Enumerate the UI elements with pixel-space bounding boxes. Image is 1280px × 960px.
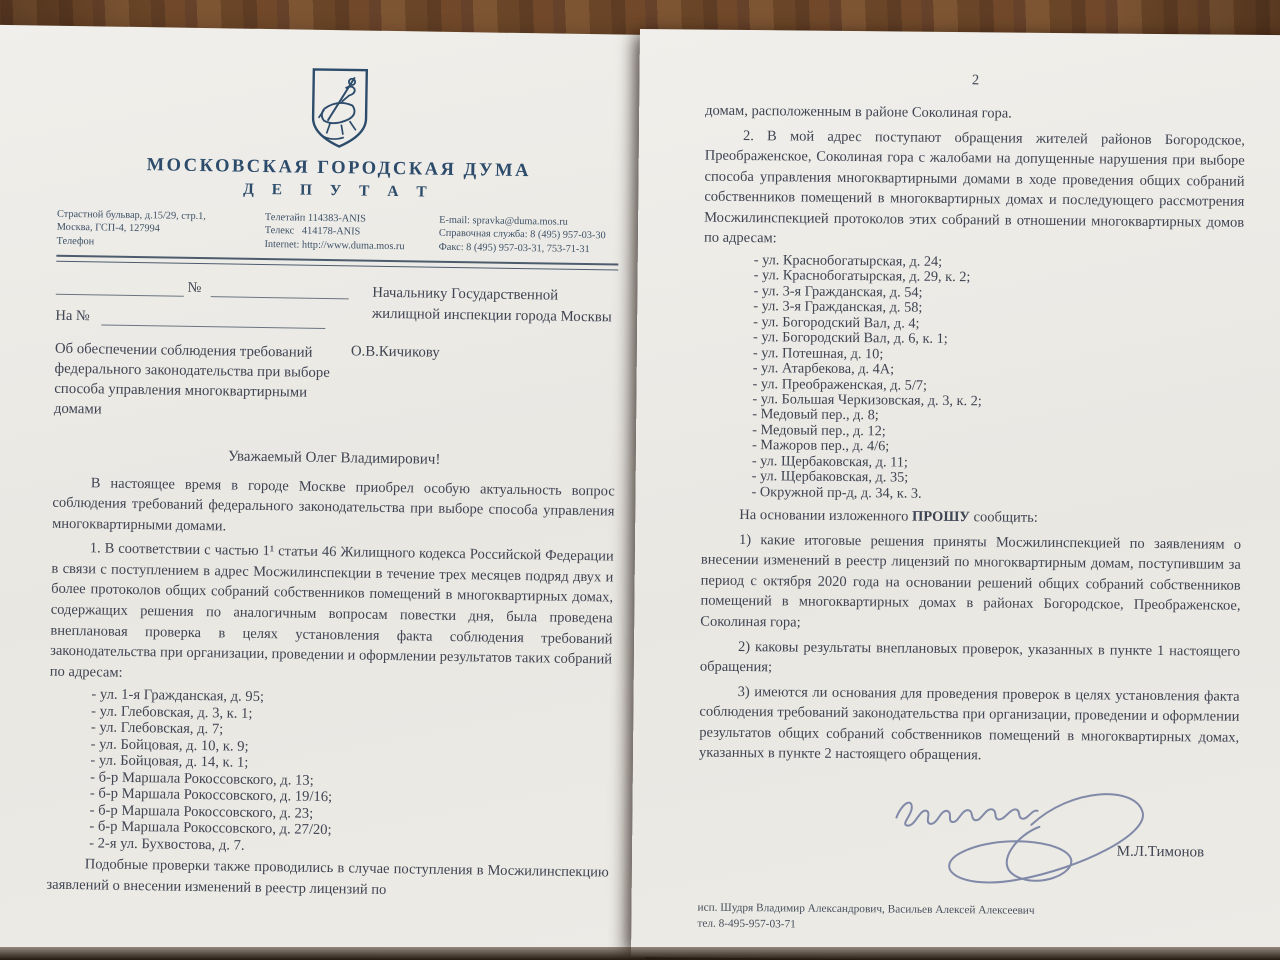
- address-line: - б-р Маршала Рокоссовского, д. 27/20;: [89, 818, 332, 839]
- moscow-coat-of-arms-icon: [306, 66, 373, 151]
- number-sign-label: №: [187, 279, 202, 297]
- contact-line: Телетайп 114383-ANIS: [264, 212, 366, 225]
- reference-number-block: [55, 278, 368, 330]
- blank-line: [101, 311, 325, 330]
- body-paragraph: 2. В мой адрес поступают обращения жителей районов Богородское, Преображенское, Соколиная гора с жалобами на допущенные нарушения при выборе способа управления многоквартирными домами в ходе проведения общих собраний собственников помещений в многоквартирных домах и последующего рассмотрения Мосжилинспекцией протоколов этих собраний в отношении многоквартирных домов по адресам:: [703, 127, 1246, 247]
- blank-line: [56, 280, 184, 297]
- body-paragraph: В настоящее время в городе Москве приобрел особую актуальность вопрос соблюдения требований федерального законодательства при выборе способа управления многоквартирными домами.: [52, 474, 615, 535]
- address-list-page2: [701, 253, 1243, 505]
- contact-line: Телефон: [56, 235, 95, 248]
- address-line: - ул. Щербаковская, д. 35;: [751, 468, 909, 486]
- address-line: - 2-я ул. Бухвостова, д. 7.: [89, 835, 245, 854]
- contact-line: Москва, ГСП-4, 127994: [56, 222, 160, 235]
- executor-footer: [697, 900, 1237, 938]
- body-paragraph: Подобные проверки также проводились в случае поступления в Мосжилинспекцию заявлений о внесении изменений в реестр лицензий по: [46, 856, 609, 898]
- address-line: - ул. Атарбекова, д. 4А;: [752, 360, 895, 378]
- addressee-name: О.В.Кичикову: [350, 343, 440, 361]
- request-suffix: сообщить:: [969, 509, 1038, 526]
- signature-block: [698, 774, 1239, 901]
- request-prefix: На основании изложенного: [739, 507, 913, 525]
- address-line: - ул. Бойцовая, д. 10, к. 9;: [90, 736, 249, 755]
- reply-to-label: На №: [55, 307, 90, 325]
- executor-phone: тел. 8-495-957-03-71: [697, 917, 796, 931]
- address-line: - ул. Бойцовая, д. 14, к. 1;: [90, 752, 249, 772]
- request-line: [701, 505, 1241, 531]
- contact-line: Internet: http://www.duma.mos.ru: [264, 238, 405, 252]
- signer-name: М.Л.Тимонов: [1116, 843, 1205, 861]
- address-line: - ул. Глебовская, д. 3, к. 1;: [91, 703, 253, 722]
- page-number: 2: [971, 72, 980, 89]
- letter-page-1: [0, 24, 660, 960]
- org-subtitle: Д Е П У Т А Т: [243, 180, 434, 201]
- address-list-page1: [47, 686, 612, 860]
- contact-line: Справочная служба: 8 (495) 957-03-30: [438, 228, 606, 242]
- address-line: - ул. Преображенская, д. 5/7;: [752, 375, 928, 394]
- address-line: - ул. Богородский Вал, д. 4;: [753, 313, 920, 332]
- letterhead-divider: [56, 255, 618, 271]
- address-line: - Мажоров пер., д. 4/6;: [751, 437, 890, 455]
- body-paragraph: домам, расположенным в районе Соколиная гора.: [705, 102, 1012, 122]
- letterhead-crest: [58, 62, 621, 157]
- contacts-address-column: [56, 208, 265, 251]
- request-point: 1) какие итоговые решения приняты Мосжилинспекцией по заявлениям о внесении изменений в реестр лицензий по многоквартирным домам, поступившим за период с октября 2020 года на основании решений общих собраний собственников помещений в многоквартирных домах в районах Богородское, Преображенское, Соколиная гора;: [700, 531, 1242, 631]
- executor-names: исп. Шудря Владимир Александрович, Васильев Алексей Алексеевич: [697, 901, 1035, 917]
- address-line: - ул. 3-я Гражданская, д. 58;: [753, 298, 923, 317]
- address-line: - ул. 3-я Гражданская, д. 54;: [753, 283, 923, 301]
- address-line: - ул. Богородский Вал, д. 6, к. 1;: [752, 329, 948, 348]
- address-line: - ул. Большая Черкизовская, д. 3, к. 2;: [752, 391, 982, 410]
- contact-line: Факс: 8 (495) 957-03-31, 753-71-31: [438, 241, 590, 255]
- address-line: - ул. Потешная, д. 10;: [752, 344, 884, 363]
- address-line: - ул. 1-я Гражданская, д. 95;: [91, 686, 265, 706]
- contacts-telex-column: [264, 211, 439, 254]
- address-line: - Окружной пр-д, д. 34, к. 3.: [751, 483, 922, 502]
- contact-line: E-mail: spravka@duma.mos.ru: [439, 214, 568, 228]
- request-keyword: ПРОШУ: [911, 508, 971, 526]
- handwritten-signature: [866, 771, 1197, 902]
- contacts-email-column: [439, 214, 619, 257]
- body-paragraph: 1. В соответствии с частью 1¹ статьи 46 Жилищного кодекса Российской Федерации в связи с поступлением в адрес Мосжилинспекции в течение трех месяцев подряд двух и более протоколов общих собраний собственников помещений в многоквартирных домах, содержащих решения по аналогичным вопросам повестки дня, была проведена внеплановая проверка в целях установления факта соблюдения требований законодательства при организации, проведении и оформлении результатов таких собраний по адресам:: [49, 540, 614, 681]
- blank-line: [211, 282, 349, 299]
- address-line: - ул. Краснобогатырская, д. 24;: [753, 252, 943, 270]
- address-line: - ул. Щербаковская, д. 11;: [751, 452, 908, 471]
- address-line: - б-р Маршала Рокоссовского, д. 19/16;: [89, 785, 333, 806]
- address-line: - ул. Краснобогатырская, д. 29, к. 2;: [753, 267, 971, 286]
- address-line: - б-р Маршала Рокоссовского, д. 23;: [89, 802, 314, 822]
- address-line: - Медовый пер., д. 8;: [752, 406, 879, 424]
- contact-line: Телекс 414178-ANIS: [264, 225, 361, 238]
- address-line: - Медовый пер., д. 12;: [752, 421, 886, 440]
- address-line: - ул. Глебовская, д. 7;: [90, 719, 224, 738]
- letter-subject: Об обеспечении соблюдения требований федерального законодательства при выборе способа управления многоквартирными домами: [53, 340, 330, 418]
- letter-page-2: [631, 29, 1280, 960]
- request-point: 3) имеются ли основания для проведения проверок в целях установления факта соблюдения требований законодательства при организации, проведении и оформлении результатов общих собраний собственников помещений в многоквартирных домах, указанных в пункте 2 настоящего обращения.: [698, 683, 1240, 764]
- salutation: Уважаемый Олег Владимирович!: [227, 448, 441, 468]
- org-title: МОСКОВСКАЯ ГОРОДСКАЯ ДУМА: [146, 155, 532, 182]
- recipient-block: Начальнику Государственной жилищной инспекции города Москвы: [371, 284, 612, 325]
- letterhead-contacts: [56, 208, 619, 257]
- contact-line: Страстной бульвар, д.15/29, стр.1,: [56, 208, 207, 223]
- request-point: 2) каковы результаты внеплановых проверок, указанных в пункте 1 настоящего обращения;: [699, 638, 1241, 676]
- address-line: - б-р Маршала Рокоссовского, д. 13;: [90, 769, 314, 789]
